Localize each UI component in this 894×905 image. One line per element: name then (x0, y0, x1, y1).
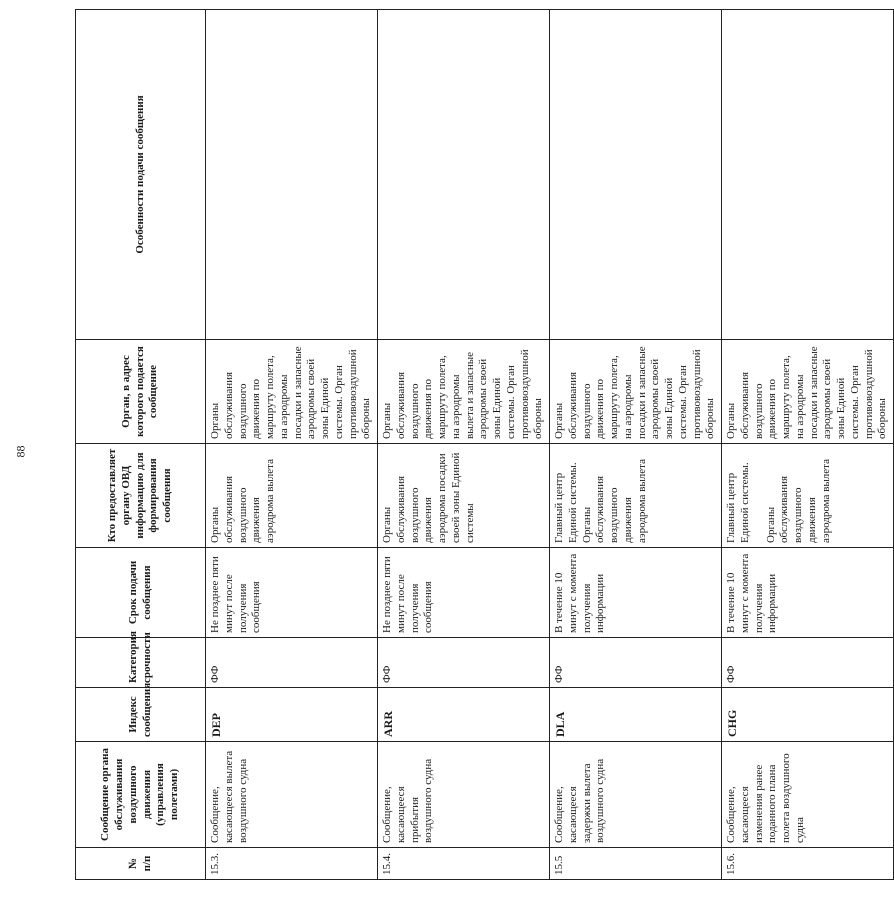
row-category: ФФ (722, 638, 894, 688)
row-num: 15.3. (206, 848, 378, 880)
header-deadline: Срок подачи сообщения (76, 548, 206, 638)
row-index: DEP (206, 688, 378, 742)
page-number: 88 (13, 445, 28, 458)
row-index: DLA (550, 688, 722, 742)
table-row (378, 10, 550, 880)
table-row (550, 10, 722, 880)
row-category: ФФ (550, 638, 722, 688)
row-category: ФФ (378, 638, 550, 688)
row-addressee: Органы обслуживания воздушного движения по маршруту полета, на аэродромы вылета и запасные аэродромы своей зоны Единой системы. Орган противовоздушной обороны (378, 340, 550, 444)
header-addressee: Орган, в адрес которого подается сообщение (76, 340, 206, 444)
row-index: CHG (722, 688, 894, 742)
row-message: Сообщение, касающееся изменения ранее поданного плана полета воздушного судна (722, 742, 894, 848)
row-addressee: Органы обслуживания воздушного движения по маршруту полета, на аэродромы посадки и запасные аэродромы своей зоны Единой системы. Орган противовоздушной обороны (206, 340, 378, 444)
row-provider-part-b: Органы обслуживания воздушного движения аэродрома вылета (764, 459, 832, 543)
row-features (722, 10, 894, 340)
header-message: Сообщение органа обслуживания воздушного движения (управления полетами) (76, 742, 206, 848)
row-addressee: Органы обслуживания воздушного движения по маршруту полета, на аэродромы посадки и запасные аэродромы своей зоны Единой системы. Орган противовоздушной обороны (722, 340, 894, 444)
row-message: Сообщение, касающееся задержки вылета воздушного судна (550, 742, 722, 848)
header-index: Индекс сообщения (76, 688, 206, 742)
rotated-page (75, 10, 889, 880)
header-features: Особенности подачи сообщения (76, 10, 206, 340)
header-num: № п/п (76, 848, 206, 880)
table-row (206, 10, 378, 880)
row-num: 15.4. (378, 848, 550, 880)
row-addressee: Органы обслуживания воздушного движения по маршруту полета, на аэродромы посадки и запасные аэродромы своей зоны Единой системы. Орган противовоздушной обороны (550, 340, 722, 444)
row-provider (722, 444, 894, 548)
row-num: 15.6. (722, 848, 894, 880)
row-deadline: В течение 10 минут с момента получения информации (722, 548, 894, 638)
row-num: 15.5 (550, 848, 722, 880)
row-deadline: Не позднее пяти минут после получения сообщения (378, 548, 550, 638)
row-features (378, 10, 550, 340)
row-provider: Органы обслуживания воздушного движения аэродрома вылета (206, 444, 378, 548)
row-index: ARR (378, 688, 550, 742)
table-header-row (76, 10, 206, 880)
row-category: ФФ (206, 638, 378, 688)
table-row (722, 10, 894, 880)
row-message: Сообщение, касающееся вылета воздушного судна (206, 742, 378, 848)
row-deadline: В течение 10 минут с момента получения информации (550, 548, 722, 638)
row-provider: Главный центр Единой системы. Органы обслуживания воздушного движения аэродрома вылета (550, 444, 722, 548)
header-category: Категория срочности (76, 638, 206, 688)
row-deadline: Не позднее пяти минут после получения сообщения (206, 548, 378, 638)
header-provider: Кто предоставляет органу ОВД информацию для формирования сообщения (76, 444, 206, 548)
row-features (206, 10, 378, 340)
row-provider-part-a: Главный центр Единой системы. (725, 462, 751, 543)
messages-table (75, 9, 894, 880)
row-message: Сообщение, касающееся прибытия воздушного судна (378, 742, 550, 848)
row-features (550, 10, 722, 340)
row-provider: Органы обслуживания воздушного движения аэродрома посадки своей зоны Единой системы (378, 444, 550, 548)
